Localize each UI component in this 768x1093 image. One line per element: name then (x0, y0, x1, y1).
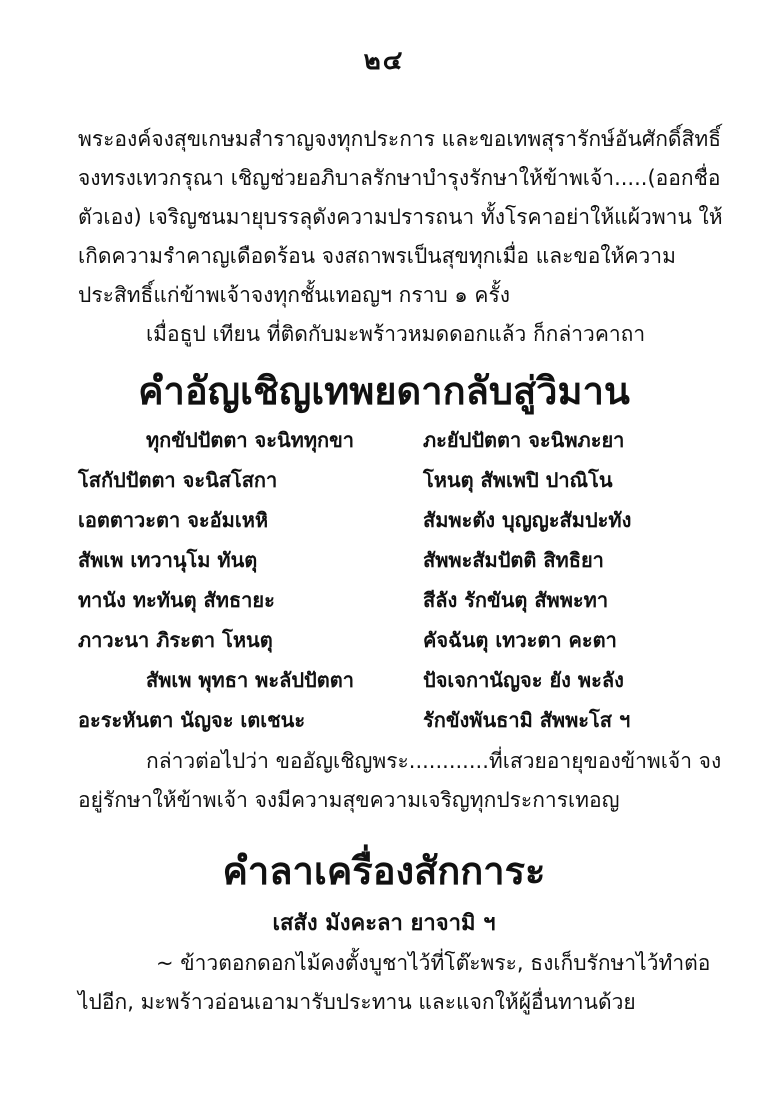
verse-table (78, 420, 688, 740)
verse-row (78, 580, 688, 620)
verse-row (78, 460, 688, 500)
verse-right: สีลัง รักขันตุ สัพพะทา (423, 588, 609, 612)
verse-row (78, 540, 688, 580)
closing-line: ไปอีก, มะพร้าวอ่อนเอามารับประทาน และแจกให้ผู้อื่นทานด้วย (78, 990, 636, 1014)
verse-left: ทานัง ทะทันตุ สัทธายะ (78, 588, 275, 612)
intro-line: ประสิทธิ์แก่ข้าพเจ้าจงทุกชั้นเทอญฯ กราบ ๑ ครั้ง (78, 283, 510, 307)
intro-line: ตัวเอง) เจริญชนมายุบรรลุดังความปรารถนา ทั้งโรคาอย่าให้แผ้วพาน ให้ (78, 205, 723, 229)
verse-right: ภะยัปปัตตา จะนิพภะยา (423, 428, 625, 452)
verse-right: โหนตุ สัพเพปิ ปาณิโน (423, 468, 613, 492)
verse-row (78, 660, 688, 700)
verse-row (78, 500, 688, 540)
heading-invite: คำอัญเชิญเทพยดากลับสู่วิมาน (138, 369, 630, 413)
verse-right: รักขังพันธามิ สัพพะโส ฯ (423, 708, 631, 732)
verse-left: ทุกขัปปัตตา จะนิททุกขา (146, 428, 355, 452)
verse-row (78, 620, 688, 660)
verse-right: ปัจเจกานัญจะ ยัง พะลัง (423, 668, 624, 692)
intro-line: เกิดความรำคาญเดือดร้อน จงสถาพรเป็นสุขทุกเมื่อ และขอให้ความ (78, 244, 676, 268)
after-verses-line: กล่าวต่อไปว่า ขออัญเชิญพระ............ที่เสวยอายุของข้าพเจ้า จง (146, 749, 722, 773)
verse-row (78, 700, 688, 740)
verse-left: โสกัปปัตตา จะนิสโสกา (78, 468, 278, 492)
verse-right: สัพพะสัมปัตติ สิทธิยา (423, 548, 604, 572)
verse-left: อะระหันตา นัญจะ เตเชนะ (78, 708, 306, 732)
farewell-chant: เสสัง มังคะลา ยาจามิ ฯ (272, 910, 496, 936)
closing-paragraph (78, 944, 711, 1022)
verse-left: สัพเพ เทวานุโม ทันตุ (78, 548, 258, 572)
intro-line: เมื่อธูป เทียน ที่ติดกับมะพร้าวหมดดอกแล้ว ก็กล่าวคาถา (146, 322, 646, 346)
closing-line: ~ ข้าวตอกดอกไม้คงตั้งบูชาไว้ที่โต๊ะพระ, ธงเก็บรักษาไว้ทำต่อ (156, 951, 711, 975)
verse-right: คัจฉันตุ เทวะตา คะตา (423, 628, 617, 652)
heading-farewell: คำลาเครื่องสักการะ (222, 849, 546, 893)
verse-right: สัมพะตัง บุญญะสัมปะทัง (423, 508, 632, 532)
verse-left: ภาวะนา ภิระตา โหนตุ (78, 628, 273, 652)
intro-line: พระองค์จงสุขเกษมสำราญจงทุกประการ และขอเทพสุรารักษ์อันศักดิ์สิทธิ์ (78, 127, 722, 151)
verse-left: เอตตาวะตา จะอัมเหหิ (78, 508, 269, 532)
after-verses-line: อยู่รักษาให้ข้าพเจ้า จงมีความสุขความเจริญทุกประการเทอญ (78, 788, 620, 812)
intro-line: จงทรงเทวกรุณา เชิญช่วยอภิบาลรักษาบำรุงรักษาให้ข้าพเจ้า.....(ออกชื่อ (78, 166, 721, 190)
after-verses-paragraph (78, 742, 722, 820)
verse-row (78, 420, 688, 460)
verse-left: สัพเพ พุทธา พะลัปปัตตา (146, 668, 354, 692)
intro-paragraph (78, 120, 723, 354)
page-number: ๒๔ (363, 46, 405, 76)
